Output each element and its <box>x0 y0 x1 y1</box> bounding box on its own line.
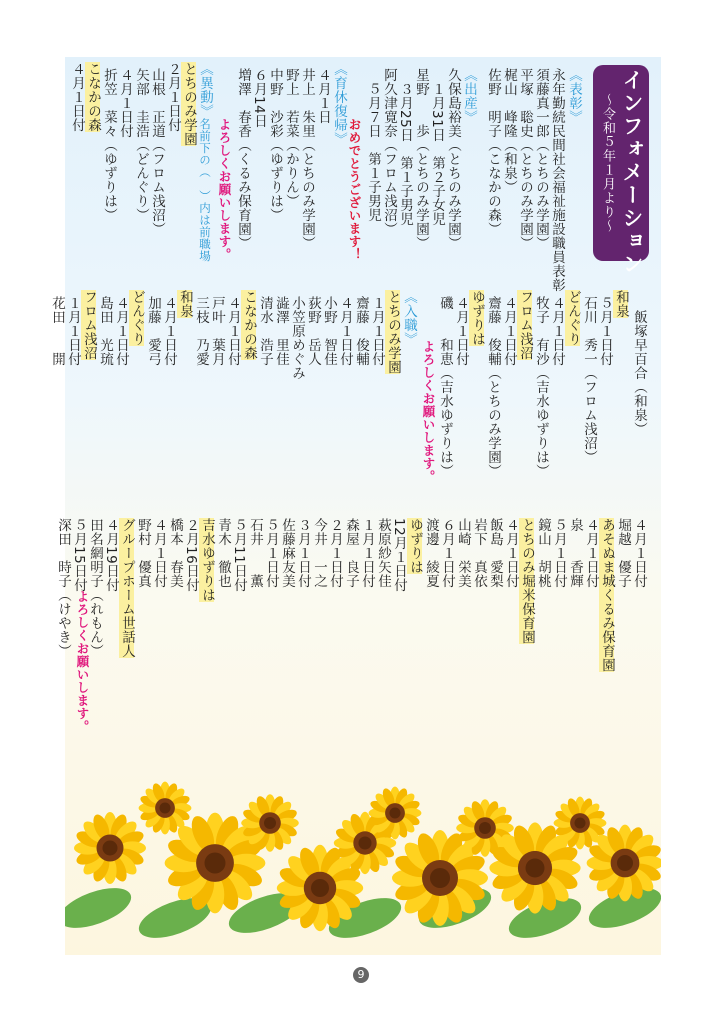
sunflower <box>587 825 661 902</box>
congrats-text: おめでとうございます！ <box>347 118 362 261</box>
birth-line: 阿久津寛奈（フロム浅沼） <box>381 68 397 236</box>
joining-heading: 《入職》 <box>401 290 417 346</box>
return-heading: 《育休復帰》 <box>331 62 347 146</box>
staff-line: ４月１日付 <box>225 296 241 366</box>
staff-line: ４月１日付 <box>503 518 519 588</box>
birth-heading: 《出産》 <box>461 68 477 124</box>
staff-line: 磯 和恵（吉水ゆずりは） <box>437 296 453 478</box>
staff-line: 岩下 真依 <box>471 518 487 588</box>
sunflower <box>74 812 146 884</box>
staff-line: 山崎 栄美 <box>455 518 471 588</box>
place-label: グループホーム世話人 <box>119 518 135 658</box>
commendation-name: 梶山 峰隆（和泉） <box>501 68 517 194</box>
staff-line: ６月１日付 <box>439 518 455 588</box>
staff-line: ５月15日付 <box>71 518 87 593</box>
staff-line: ４月１日付 <box>631 518 647 588</box>
commendation-name: 須藤真一郎（とちのみ学園） <box>533 68 549 250</box>
staff-line: ４月１日付 <box>501 296 517 366</box>
staff-line: ５月１日付 <box>597 296 613 366</box>
staff-line: ４月１日付 <box>453 296 469 366</box>
transfer-line: ２月１日付 <box>165 62 181 132</box>
staff-line: 深田 時子（けやき） <box>55 518 71 658</box>
greeting-text: よろしくお願いします。 <box>217 118 232 261</box>
staff-line: 橋本 春美 <box>167 518 183 588</box>
sunflower <box>369 787 422 840</box>
staff-line: １月１日付 <box>369 296 385 366</box>
place-label: ゆずりは <box>407 518 423 574</box>
staff-line: 牧子 有沙（吉水ゆずりは） <box>533 296 549 478</box>
transfer-heading: 《異動》 <box>197 62 213 118</box>
staff-line: 堀越 優子 <box>615 518 631 588</box>
birth-line: 久保島裕美（とちのみ学園） <box>445 68 461 250</box>
place-label: 吉水ゆずりは <box>199 518 215 602</box>
staff-line: ４月19日付 <box>103 518 119 593</box>
transfer-line: 折笠 菜々（ゆずりは） <box>101 68 117 222</box>
page-number: 9 <box>353 967 369 983</box>
place-label: フロム浅沼 <box>81 290 97 360</box>
leaf <box>65 880 136 936</box>
staff-line: 泉 香輝 <box>567 518 583 588</box>
staff-line: 青木 徹也 <box>215 518 231 588</box>
transfer-line: 矢部 圭浩（どんぐり） <box>133 68 149 222</box>
staff-line: ３月１日付 <box>295 518 311 588</box>
place-label: 和泉 <box>177 290 193 318</box>
staff-line: 清水 浩子 <box>257 296 273 366</box>
staff-line: 飯塚早百合（和泉） <box>631 296 647 436</box>
staff-line: ５月１日付 <box>551 518 567 588</box>
birth-line: ５月７日 第１子男児 <box>365 82 381 222</box>
staff-line: 飯島 愛梨 <box>487 518 503 588</box>
return-line: 中野 沙彩（ゆずりは） <box>267 68 283 222</box>
birth-line: 星野 歩（とちのみ学園） <box>413 68 429 250</box>
staff-line: 12月１日付 <box>391 518 407 593</box>
page-title: インフォメーション <box>620 69 644 276</box>
greeting-text: よろしくお願いします。 <box>421 340 436 483</box>
transfer-line: 山根 正道（フロム浅沼） <box>149 68 165 236</box>
staff-line: 森屋 良子 <box>343 518 359 588</box>
commendation-award: 永年勤続民間社会福祉施設職員表彰 <box>549 68 565 292</box>
birth-line: １月31日 第２子女児 <box>429 82 445 227</box>
commendation-name: 平塚 聡史（とちのみ学園） <box>517 68 533 250</box>
place-label: こなかの森 <box>85 62 101 132</box>
place-label: こなかの森 <box>241 290 257 360</box>
place-label: ゆずりは <box>469 290 485 346</box>
greeting-text: よろしくお願いします。 <box>75 590 90 733</box>
staff-line: 野村 優真 <box>135 518 151 588</box>
commendation-name: 佐野 明子（こなかの森） <box>485 68 501 236</box>
transfer-line: ４月１日付 <box>69 62 85 132</box>
staff-line: ２月１日付 <box>327 518 343 588</box>
return-line: 野上 若菜（かりん） <box>283 68 299 208</box>
staff-line: 島田 光琉 <box>97 296 113 366</box>
return-line: 増澤 春香（くるみ保育園） <box>235 68 251 250</box>
place-label: 和泉 <box>613 290 629 318</box>
staff-line: 田名網明子（れもん） <box>87 518 103 658</box>
staff-line: 加藤 愛弓 <box>145 296 161 366</box>
staff-line: ４月１日付 <box>161 296 177 366</box>
staff-line: 石井 薫 <box>247 518 263 588</box>
return-line: ６月14日 <box>251 68 267 129</box>
staff-line: 齋藤 俊輔（とちのみ学園） <box>485 296 501 478</box>
staff-line: 石川 秀一（フロム浅沼） <box>581 296 597 464</box>
staff-line: ４月１日付 <box>337 296 353 366</box>
staff-line: 渡邊 綾夏 <box>423 518 439 588</box>
sunflower-illustration <box>65 768 661 948</box>
staff-line: ４月１日付 <box>549 296 565 366</box>
commendation-heading: 《表彰》 <box>566 68 582 124</box>
transfer-note: 名前下の（ ）内は前職場 <box>198 118 212 262</box>
staff-line: 萩原紗矢佳 <box>375 518 391 588</box>
staff-line: 花田 開 <box>49 296 65 366</box>
sunflower <box>241 794 299 852</box>
place-label: どんぐり <box>565 290 581 346</box>
birth-line: ３月25日 第１子男児 <box>397 82 413 227</box>
place-label: フロム浅沼 <box>517 290 533 360</box>
place-label: とちのみ学園 <box>181 62 197 146</box>
return-line: 井上 朱里（とちのみ学園） <box>299 68 315 250</box>
staff-line: 齋藤 俊輔 <box>353 296 369 366</box>
staff-line: １月１日付 <box>359 518 375 588</box>
staff-line: ５月11日付 <box>231 518 247 593</box>
staff-line: 小笠原めぐみ <box>289 296 305 380</box>
staff-line: 佐藤麻友美 <box>279 518 295 588</box>
transfer-line: ４月１日付 <box>117 68 133 138</box>
place-label: どんぐり <box>129 290 145 346</box>
staff-line: 荻野 岳人 <box>305 296 321 366</box>
staff-line: ４月１日付 <box>113 296 129 366</box>
staff-line: ２月16日付 <box>183 518 199 593</box>
page-subtitle: 〜令和５年１月より〜 <box>600 93 615 233</box>
staff-line: 鏡山 胡桃 <box>535 518 551 588</box>
place-label: とちのみ堀米保育園 <box>519 518 535 644</box>
place-label: あそぬま城くるみ保育園 <box>599 518 615 672</box>
staff-line: ４月１日付 <box>583 518 599 588</box>
staff-line: 澁澤 里佳 <box>273 296 289 366</box>
staff-line: ５月１日付 <box>263 518 279 588</box>
staff-line: ４月１日付 <box>151 518 167 588</box>
staff-line: 小野 智佳 <box>321 296 337 366</box>
staff-line: １月１日付 <box>65 296 81 366</box>
staff-line: 今井 一之 <box>311 518 327 588</box>
staff-line: 戸叶 葉月 <box>209 296 225 366</box>
staff-line: 三枝 乃愛 <box>193 296 209 366</box>
place-label: とちのみ学園 <box>385 290 401 374</box>
return-line: ４月１日 <box>315 68 331 124</box>
